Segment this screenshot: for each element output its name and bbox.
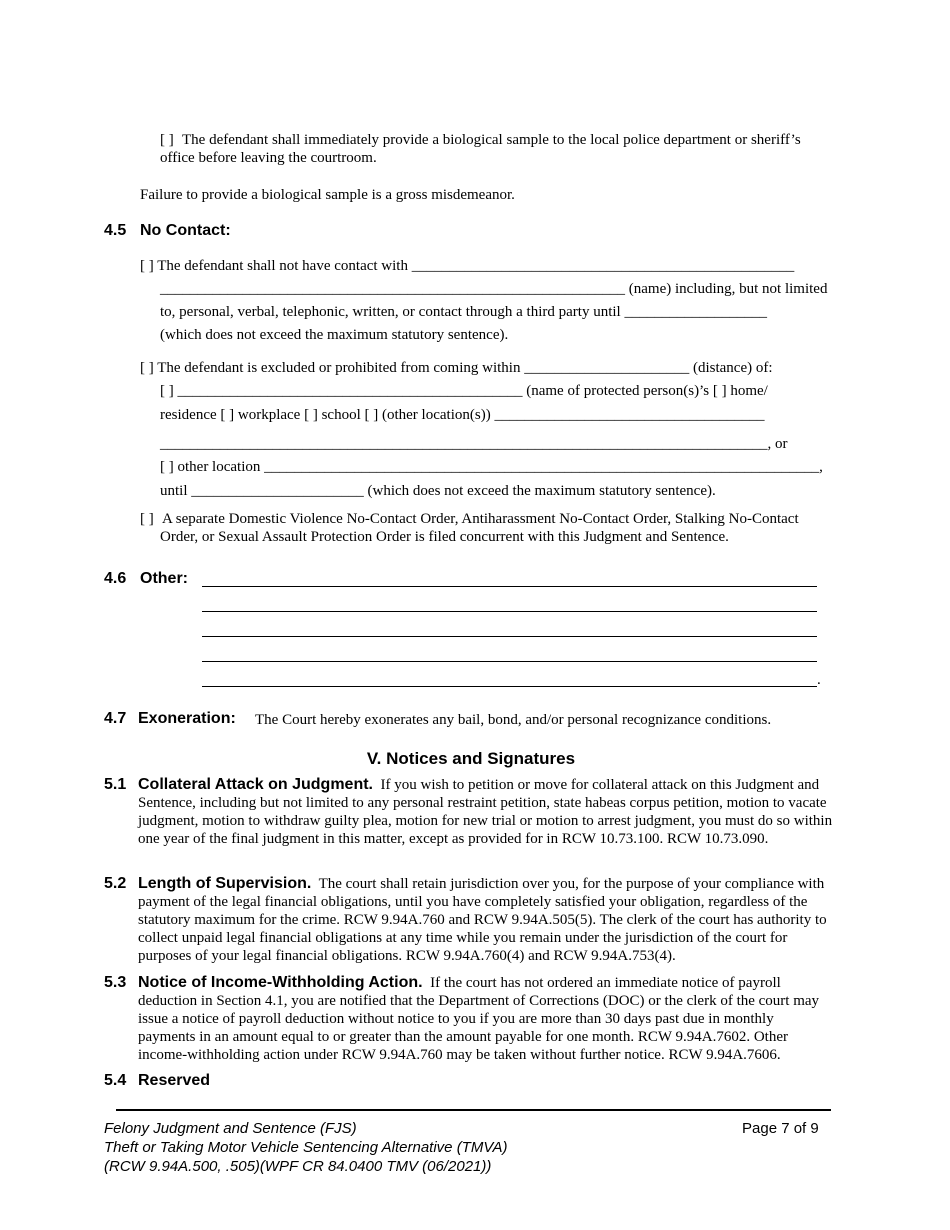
section-5-2-title: Length of Supervision. xyxy=(138,875,312,892)
other-blank-line-4[interactable] xyxy=(202,661,817,662)
exclusion-line-4: _________________________________________________________________________________, or xyxy=(160,436,788,452)
section-v-title-text: V. Notices and Signatures xyxy=(366,749,576,768)
section-4-7-number: 4.7 xyxy=(104,710,127,727)
section-4-5-title: No Contact: xyxy=(140,222,231,239)
section-v-title xyxy=(0,749,950,769)
other-blank-line-5[interactable] xyxy=(202,686,817,687)
bio-sample-text: The defendant shall immediately provide a biological sample to the local police department or sheriff’s office before leaving the courtroom. xyxy=(160,132,801,166)
section-5-1-text: If you wish to petition or move for collateral attack on this Judgment and Sentence, including but not limited to any personal restraint petition, state habeas corpus petition, motion to vacate judgment, motion to withdraw guilty plea, motion for new trial or motion to arrest judgment, you must do so within one year of the final judgment in this matter, except as provided for in RCW 10.73.100. RCW 10.73.090. xyxy=(138,777,833,847)
bio-sample-checkbox[interactable]: [ ] xyxy=(160,132,174,148)
section-5-2-text: The court shall retain jurisdiction over you, for the purpose of your compliance with payment of the legal financial obligations, until you have completely satisfied your obligation, regardless of the statutory maximum for the crime. RCW 9.94A.760 and RCW 9.94A.505(5). The clerk of the court has authority to collect unpaid legal financial obligations at any time while you remain under the jurisdiction of the court for purposes of your legal financial obligations. RCW 9.94A.760(4) and RCW 9.94A.753(4). xyxy=(138,876,827,964)
other-blank-line-1[interactable] xyxy=(202,586,817,587)
section-5-4-number: 5.4 xyxy=(104,1072,127,1089)
section-4-6-number: 4.6 xyxy=(104,570,127,587)
other-blank-line-3[interactable] xyxy=(202,636,817,637)
section-4-7-title: Exoneration: xyxy=(138,710,236,727)
exclusion-line-5: [ ] other location __________________________________________________________________________, xyxy=(160,459,823,475)
page-number: Page 7 of 9 xyxy=(742,1120,819,1137)
other-end-period: . xyxy=(817,672,821,688)
section-5-1-body xyxy=(138,776,834,848)
section-5-4-title: Reserved xyxy=(138,1072,211,1089)
section-5-2-body xyxy=(138,875,834,965)
footer-form-citation: (RCW 9.94A.500, .505)(WPF CR 84.0400 TMV (06/2021)) xyxy=(104,1158,492,1175)
section-4-5-number: 4.5 xyxy=(104,222,127,239)
section-5-3-text: If the court has not ordered an immediate notice of payroll deduction in Section 4.1, you are notified that the Department of Corrections (DOC) or the clerk of the court may issue a notice of payroll deduction without notice to you if you are more than 30 days past due in monthly payments in an amount equal to or greater than the amount payable for one month. RCW 9.94A.7602. Other income-withholding action under RCW 9.94A.760 may be taken without further notice. RCW 9.94A.7606. xyxy=(138,975,820,1063)
exclusion-line-2: [ ] ______________________________________________ (name of protected person(s)’s [ ] home/ xyxy=(160,383,768,399)
section-5-3-number: 5.3 xyxy=(104,974,127,991)
exclusion-line-6: until _______________________ (which does not exceed the maximum statutory sentence). xyxy=(160,483,716,499)
section-5-3-body xyxy=(138,974,834,1064)
no-contact-line-3: to, personal, verbal, telephonic, written, or contact through a third party until ___________________ xyxy=(160,304,767,320)
separate-order-text: A separate Domestic Violence No-Contact Order, Antiharassment No-Contact Order, Stalking No-Contact Order, or Sexual Assault Protection Order is filed concurrent with this Judgment and Sentence. xyxy=(160,511,799,545)
exoneration-text: The Court hereby exonerates any bail, bond, and/or personal recognizance conditions. xyxy=(255,712,772,728)
no-contact-line-1: [ ] The defendant shall not have contact with ___________________________________________________ xyxy=(140,258,795,274)
section-5-2-number: 5.2 xyxy=(104,875,127,892)
separate-order-checkbox[interactable]: [ ] xyxy=(140,511,154,527)
footer-divider xyxy=(116,1109,831,1111)
section-5-1-number: 5.1 xyxy=(104,776,127,793)
footer-form-subtitle: Theft or Taking Motor Vehicle Sentencing Alternative (TMVA) xyxy=(104,1139,508,1156)
no-contact-line-4: (which does not exceed the maximum statutory sentence). xyxy=(160,327,509,343)
section-5-3-title: Notice of Income-Withholding Action. xyxy=(138,974,423,991)
other-blank-line-2[interactable] xyxy=(202,611,817,612)
no-contact-line-2: ______________________________________________________________ (name) including, but not limited xyxy=(160,281,828,297)
section-5-1-title: Collateral Attack on Judgment. xyxy=(138,776,373,793)
footer-form-title: Felony Judgment and Sentence (FJS) xyxy=(104,1120,357,1137)
exclusion-line-3: residence [ ] workplace [ ] school [ ] (other location(s)) ____________________________________ xyxy=(160,407,765,423)
exclusion-line-1: [ ] The defendant is excluded or prohibited from coming within ______________________ (distance) of: xyxy=(140,360,773,376)
bio-sample-failure-note: Failure to provide a biological sample is a gross misdemeanor. xyxy=(140,187,515,203)
section-4-6-title: Other: xyxy=(140,570,188,587)
